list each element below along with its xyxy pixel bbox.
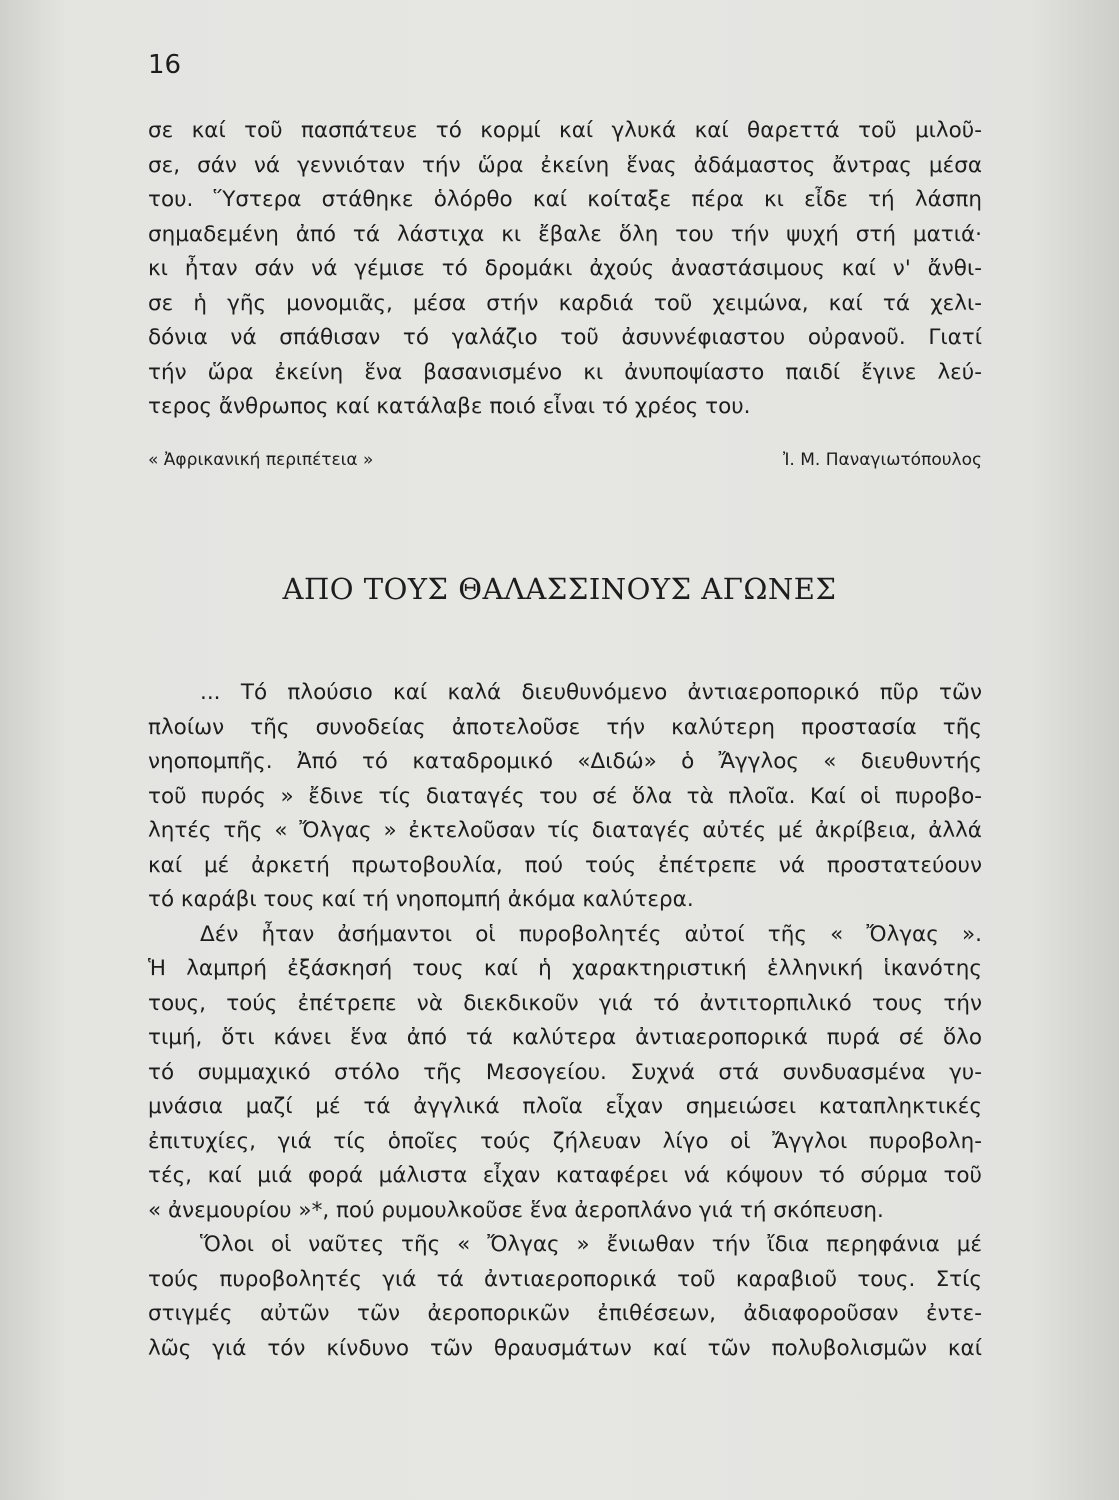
text-line: τό συμμαχικό στόλο τῆς Μεσογείου. Συχνά στά συνδυασμένα γυ- xyxy=(148,1059,982,1085)
text-line: τό καράβι τους καί τή νηοπομπή ἀκόμα καλύτερα. xyxy=(148,887,694,912)
text-line: Ὅλοι οἱ ναῦτες τῆς « Ὄλγας » ἔνιωθαν τήν ἴδια περηφάνια μέ xyxy=(200,1232,982,1257)
paragraph-gunners xyxy=(148,918,982,1229)
text-line: τήν ὥρα ἐκείνη ἕνα βασανισμένο κι ἀνυποψίαστο παιδί ἔγινε λεύ- xyxy=(148,359,982,385)
text-line: ... Τό πλούσιο καί καλά διευθυνόμενο ἀντιαεροπορικό πῦρ τῶν xyxy=(200,680,982,705)
text-line: πλοίων τῆς συνοδείας ἀποτελοῦσε τήν καλύτερη προστασία τῆς xyxy=(148,714,982,740)
text-line: σημαδεμένη ἀπό τά λάστιχα κι ἔβαλε ὅλη του τήν ψυχή στή ματιά· xyxy=(148,221,982,247)
text-line: τούς πυροβολητές γιά τά ἀντιαεροπορικά τοῦ καραβιοῦ τους. Στίς xyxy=(148,1266,982,1292)
text-line: τές, καί μιά φορά μάλιστα εἶχαν καταφέρει νά κόψουν τό σύρμα τοῦ xyxy=(148,1163,982,1188)
main-text xyxy=(148,676,982,1366)
text-line: σε ἡ γῆς μονομιᾶς, μέσα στήν καρδιά τοῦ χειμώνα, καί τά χελι- xyxy=(148,290,982,316)
text-line: Ἡ λαμπρή ἐξάσκησή τους καί ἡ χαρακτηριστική ἑλληνική ἱκανότης xyxy=(148,956,982,981)
text-line: του. Ὕστερα στάθηκε ὁλόρθο καί κοίταξε πέρα κι εἶδε τή λάσπη xyxy=(148,187,982,212)
text-line: στιγμές αὐτῶν τῶν ἀεροπορικῶν ἐπιθέσεων, ἀδιαφοροῦσαν ἐντε- xyxy=(148,1301,982,1326)
text-line: Δέν ἦταν ἀσήμαντοι οἱ πυροβολητές αὐτοί τῆς « Ὄλγας ». xyxy=(200,921,982,947)
text-line: τοῦ πυρός » ἔδινε τίς διαταγές του σέ ὅλα τὰ πλοῖα. Καί οἱ πυροβο- xyxy=(148,783,982,809)
text-line: τους, τούς ἐπέτρεπε νὰ διεκδικοῦν γιά τό ἀντιτορπιλικό τους τήν xyxy=(148,990,982,1016)
text-line: δόνια νά σπάθισαν τό γαλάζιο τοῦ ἀσυννέφιαστου οὐρανοῦ. Γιατί xyxy=(148,325,982,350)
section-heading: ΑΠΟ ΤΟΥΣ ΘΑΛΑΣΣΙΝΟΥΣ ΑΓΩΝΕΣ xyxy=(282,572,837,606)
text-line: λῶς γιά τόν κίνδυνο τῶν θραυσμάτων καί τῶν πολυβολισμῶν καί xyxy=(148,1335,982,1361)
citation-author: Ἰ. Μ. Παναγιωτόπουλος xyxy=(782,450,982,470)
text-line: ἐπιτυχίες, γιά τίς ὁποῖες τούς ζήλευαν λίγο οἱ Ἄγγλοι πυροβολη- xyxy=(148,1128,982,1154)
paragraph-antiaircraft-fire xyxy=(148,676,982,918)
text-line: κι ἦταν σάν νά γέμισε τό δρομάκι ἀχούς ἀναστάσιμους καί ν' ἄνθι- xyxy=(148,256,982,281)
paragraph-story-ending xyxy=(148,114,982,425)
text-line: τιμή, ὅτι κάνει ἕνα ἀπό τά καλύτερα ἀντιαεροπορικά πυρά σέ ὅλο xyxy=(148,1025,982,1050)
text-line: καί μέ ἀρκετή πρωτοβουλία, πού τούς ἐπέτρεπε νά προστατεύουν xyxy=(148,852,982,878)
text-line: τερος ἄνθρωπος καί κατάλαβε ποιό εἶναι τό χρέος του. xyxy=(148,394,751,419)
text-line: λητές τῆς « Ὄλγας » ἐκτελοῦσαν τίς διαταγές αὐτές μέ ἀκρίβεια, ἀλλά xyxy=(148,818,982,843)
text-line: σε, σάν νά γεννιόταν τήν ὥρα ἐκείνη ἕνας ἀδάμαστος ἄντρας μέσα xyxy=(148,152,982,178)
text-line: « ἀνεμουρίου »*, πού ρυμουλκοῦσε ἕνα ἀεροπλάνο γιά τή σκόπευση. xyxy=(148,1197,884,1223)
text-line: μνάσια μαζί μέ τά ἀγγλικά πλοῖα εἶχαν σημειώσει καταπληκτικές xyxy=(148,1094,982,1119)
citation-source: « Ἀφρικανική περιπέτεια » xyxy=(148,450,374,470)
text-line: σε καί τοῦ πασπάτευε τό κορμί καί γλυκά καί θαρεττά τοῦ μιλοῦ- xyxy=(148,118,982,143)
text-line: νηοπομπῆς. Ἀπό τό καταδρομικό «Διδώ» ὁ Ἄγγλος « διευθυντής xyxy=(148,749,982,774)
citation xyxy=(148,450,982,470)
page-number: 16 xyxy=(148,50,182,80)
paragraph-sailors xyxy=(148,1228,982,1366)
